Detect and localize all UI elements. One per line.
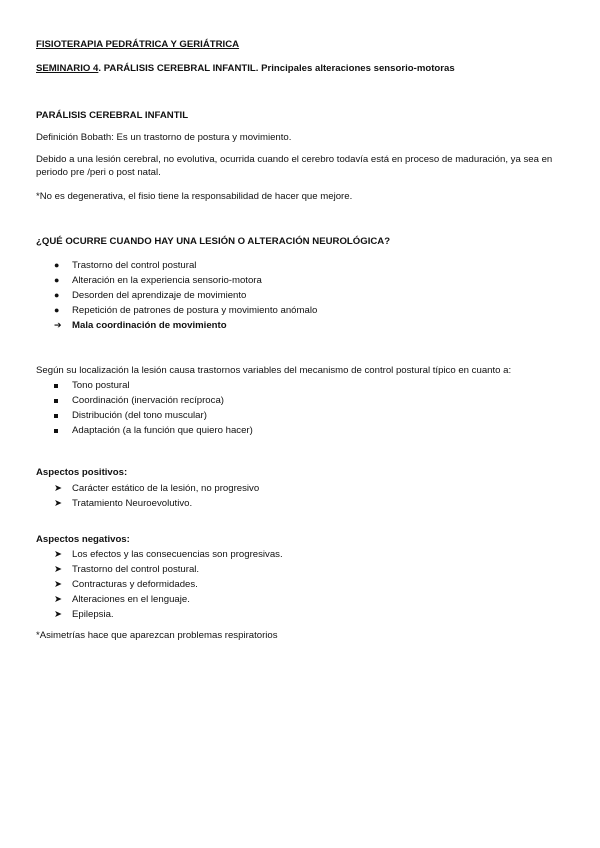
seminar-heading xyxy=(36,62,560,75)
positives-heading: Aspectos positivos: xyxy=(36,467,128,478)
arrowhead-bullet-icon: ➤ xyxy=(54,609,63,620)
cause-text: Debido a una lesión cerebral, no evolutiva, ocurrida cuando el cerebro todavía está en proceso de maduración, ya sea en periodo pre /peri o post natal. xyxy=(36,154,553,178)
list-item: ● Trastorno del control postural xyxy=(54,260,197,271)
course-title: FISIOTERAPIA PEDRÁTRICA Y GERIÁTRICA xyxy=(36,39,240,50)
arrowhead-bullet-icon: ➤ xyxy=(54,483,63,494)
negatives-heading: Aspectos negativos: xyxy=(36,534,130,545)
note-text: *No es degenerativa, el fisio tiene la responsabilidad de hacer que mejore. xyxy=(36,191,353,202)
arrowhead-bullet-icon: ➤ xyxy=(54,564,63,575)
bullet-dot-icon: ● xyxy=(54,275,60,285)
bullet-dot-icon: ● xyxy=(54,260,60,270)
list-item: Coordinación (inervación recíproca) xyxy=(36,393,560,408)
square-bullet-icon xyxy=(54,408,68,423)
neuro-list xyxy=(36,258,560,333)
asymmetry-note: *Asimetrías hace que aparezcan problemas respiratorios xyxy=(36,630,278,641)
list-item: ➤ Alteraciones en el lenguaje. xyxy=(54,594,190,605)
definition-text: Definición Bobath: Es un trastorno de postura y movimiento. xyxy=(36,132,292,143)
list-item: ➤ Contracturas y deformidades. xyxy=(54,579,198,590)
section-heading-neuro: ¿QUÉ OCURRE CUANDO HAY UNA LESIÓN O ALTERACIÓN NEUROLÓGICA? xyxy=(36,236,391,247)
square-bullet-icon xyxy=(54,378,68,393)
arrow-right-icon: ➔ xyxy=(54,320,62,330)
list-item: Tono postural xyxy=(36,378,560,393)
list-item: ➤ Epilepsia. xyxy=(54,609,114,620)
list-item: ➤ Los efectos y las consecuencias son progresivas. xyxy=(54,549,283,560)
list-item: ● Alteración en la experiencia sensorio-motora xyxy=(54,275,262,286)
seminar-label: SEMINARIO 4 xyxy=(36,63,99,74)
bullet-dot-icon: ● xyxy=(54,305,60,315)
list-item: ➤ Trastorno del control postural. xyxy=(54,564,200,575)
list-item: Adaptación (a la función que quiero hacer) xyxy=(36,423,560,438)
square-bullet-icon xyxy=(54,423,68,438)
arrowhead-bullet-icon: ➤ xyxy=(54,549,63,560)
list-item: ● Repetición de patrones de postura y movimiento anómalo xyxy=(54,305,318,316)
bullet-dot-icon: ● xyxy=(54,290,60,300)
list-item-conclusion: ➔ Mala coordinación de movimiento xyxy=(54,320,227,331)
square-bullet-icon xyxy=(54,393,68,408)
positives-list xyxy=(36,481,560,511)
arrowhead-bullet-icon: ➤ xyxy=(54,594,63,605)
arrowhead-bullet-icon: ➤ xyxy=(54,498,63,509)
localization-list xyxy=(36,378,560,438)
list-item: ➤ Tratamiento Neuroevolutivo. xyxy=(54,498,193,509)
negatives-list xyxy=(36,547,560,622)
localization-intro: Según su localización la lesión causa trastornos variables del mecanismo de control postural típico en cuanto a: xyxy=(36,365,512,376)
list-item: ➤ Carácter estático de la lesión, no progresivo xyxy=(54,483,260,494)
section-heading-paralysis: PARÁLISIS CEREBRAL INFANTIL xyxy=(36,110,189,121)
list-item: ● Desorden del aprendizaje de movimiento xyxy=(54,290,247,301)
list-item: Distribución (del tono muscular) xyxy=(36,408,560,423)
seminar-title: . PARÁLISIS CEREBRAL INFANTIL. Principales alteraciones sensorio-motoras xyxy=(98,63,455,74)
arrowhead-bullet-icon: ➤ xyxy=(54,579,63,590)
